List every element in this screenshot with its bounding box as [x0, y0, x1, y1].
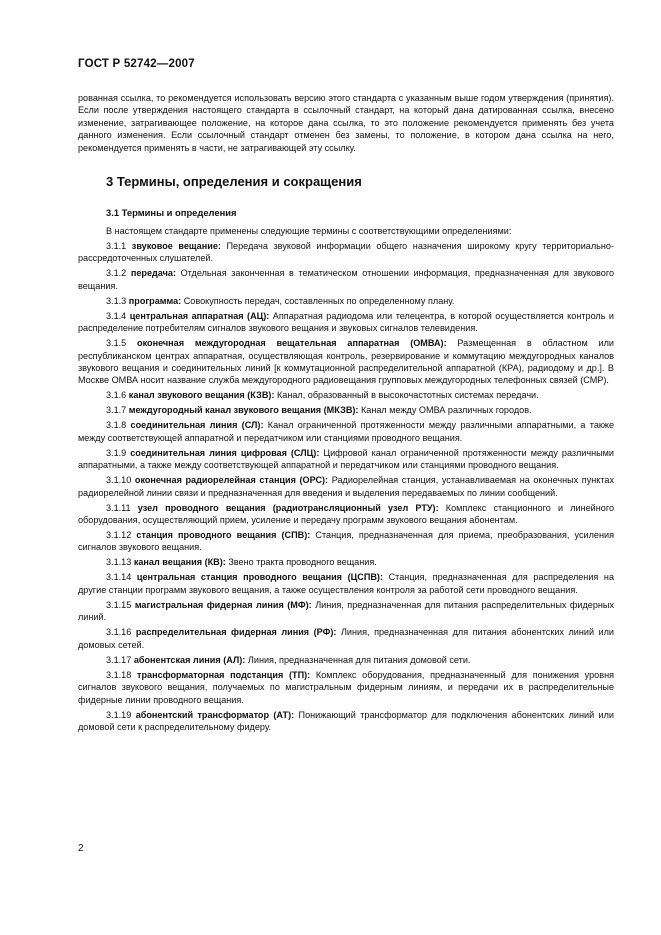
term-number: 3.1.17: [106, 654, 132, 665]
term-entry: [78, 654, 614, 666]
term-number: 3.1.19: [106, 709, 132, 720]
term-name: распределительная фидерная линия (РФ):: [135, 627, 337, 638]
lead-paragraph: В настоящем стандарте применены следующие термины с соответствующими определениями:: [106, 226, 512, 236]
term-definition: Комплекс станционного и линейного оборудования, осуществляющий прием, усиление и передачу программ звукового вещания абонентам.: [78, 502, 614, 526]
term-definition: Линия, предназначенная для питания домовой сети.: [247, 654, 471, 665]
term-name: оконечная междугородная вещательная аппаратная (ОМВА):: [137, 338, 447, 349]
term-number: 3.1.16: [106, 627, 132, 638]
section-title: 3 Термины, определения и сокращения: [106, 174, 362, 189]
term-number: 3.1.8: [106, 420, 127, 431]
term-name: программа:: [128, 295, 182, 306]
term-name: канал звукового вещания (КЗВ):: [128, 390, 275, 401]
term-entry: [78, 709, 614, 734]
term-definition: Размещенная в областном или республиканском центрах аппаратная, осуществляющая контроль, резервирование и коммутацию междугородных каналов звукового вещания и соединительных линий [к коммутационной распределительной аппаратной (КРА), радиодому и др.]. В Москве ОМВА носит название служба междугородного радиовещания групповых междугородных телефонных связей (СМР).: [78, 338, 615, 386]
term-number: 3.1.2: [106, 268, 127, 279]
term-number: 3.1.1: [106, 241, 127, 251]
term-entry: [78, 529, 614, 554]
term-definition: Понижающий трансформатор для подключения абонентских линий или домовой сети к распределительному фидеру.: [78, 709, 614, 732]
term-entry: [78, 571, 614, 596]
term-name: передача:: [130, 268, 176, 279]
term-definition: Совокупность передач, составленных по определенному плану.: [183, 295, 455, 306]
term-definition: Станция, предназначенная для приема, преобразования, усиления сигналов звукового вещания.: [78, 530, 614, 553]
term-name: магистральная фидерная линия (МФ):: [134, 599, 312, 610]
term-number: 3.1.3: [106, 295, 127, 306]
term-entry: [78, 626, 614, 651]
term-entry: [78, 669, 614, 706]
intro-paragraph: рованная ссылка, то рекомендуется использовать версию этого стандарта с указанным выше годом утверждения (принятия). Если после утверждения настоящего стандарта в ссылочный стандарт, на который дана датированная ссылка, внесено изменение, затрагивающее положение, на которое дана ссылка, то это положение рекомендуется применять без учета данного изменения. Если ссылочный стандарт отменен без замены, то положение, в котором дана ссылка на него, рекомендуется применять в части, не затрагивающей эту ссылку.: [78, 93, 614, 153]
term-definition: Передача звуковой информации общего назначения широкому кругу территориально-рассредоточенных слушателей.: [78, 241, 614, 264]
term-number: 3.1.7: [106, 405, 127, 416]
term-definition: Линия, предназначенная для питания распределительных фидерных линий.: [78, 599, 615, 623]
term-definition: Канал, образованный в высокочастотных системах передачи.: [276, 390, 539, 401]
term-entry: [78, 474, 614, 499]
term-name: канал вещания (КВ):: [133, 557, 226, 568]
term-number: 3.1.4: [106, 310, 127, 321]
term-entry: [78, 419, 614, 444]
term-definition: Звено тракта проводного вещания.: [228, 557, 377, 568]
term-entry: [78, 389, 614, 401]
term-name: станция проводного вещания (СПВ):: [136, 530, 311, 541]
page-number: 2: [78, 843, 84, 854]
term-definition: Канал между ОМВА различных городов.: [360, 405, 532, 416]
term-name: соединительная линия (СЛ):: [130, 420, 264, 431]
term-name: междугородный канал звукового вещания (МКЗВ):: [128, 405, 359, 416]
term-definition: Аппаратная радиодома или телецентра, в которой осуществляется контроль и распределение потребителям сигналов звукового вещания и звуковых сигналов телевидения.: [78, 310, 614, 334]
term-entry: [78, 337, 614, 387]
terms-list: [78, 240, 614, 733]
term-number: 3.1.13: [106, 557, 132, 568]
term-number: 3.1.5: [106, 338, 127, 349]
term-definition: Канал ограниченной протяженности между различными аппаратными, а также между соответствующей аппаратной и передатчиком или станциями проводного вещания.: [78, 420, 615, 443]
terms-body: [78, 225, 614, 736]
term-definition: Линия, предназначенная для питания абонентских линий или домовых сетей.: [78, 627, 615, 650]
term-name: соединительная линия цифровая (СЛЦ):: [130, 447, 320, 458]
term-name: узел проводного вещания (радиотрансляционный узел РТУ):: [137, 502, 439, 513]
term-entry: [78, 556, 614, 568]
term-entry: [78, 240, 614, 265]
term-name: оконечная радиорелейная станция (ОРС):: [134, 475, 329, 486]
term-number: 3.1.10: [106, 475, 132, 486]
term-entry: [78, 447, 614, 472]
term-definition: Комплекс оборудования, предназначенный для понижения уровня сигналов звукового вещания, получаемых по магистральным фидерным линиям, и передачи их в распределительные фидерные линии проводного вещания.: [78, 669, 615, 705]
term-name: абонентская линия (АЛ):: [133, 654, 246, 665]
term-entry: [78, 295, 614, 307]
subsection-title: 3.1 Термины и определения: [106, 207, 237, 218]
term-definition: Отдельная законченная в тематическом отношении информация, предназначенная для звукового вещания.: [78, 268, 615, 291]
term-name: звуковое вещание:: [131, 241, 221, 251]
term-name: трансформаторная подстанция (ТП):: [137, 669, 311, 680]
term-entry: [78, 404, 614, 416]
term-definition: Станция, предназначенная для распределения на другие станции программ звукового вещания, а также осуществления контроля за работой сети проводного вещания.: [78, 572, 615, 595]
term-number: 3.1.15: [106, 599, 132, 610]
term-definition: Цифровой канал ограниченной протяженности между различными аппаратными, а также между соответствующей аппаратной и передатчиком или станциями проводного вещания.: [78, 447, 614, 471]
term-number: 3.1.9: [106, 447, 127, 458]
term-name: центральная станция проводного вещания (ЦСПВ):: [136, 572, 383, 583]
term-number: 3.1.14: [106, 572, 132, 583]
term-definition: Радиорелейная станция, устанавливаемая на оконечных пунктах радиорелейной линии связи и предназначенная для введения и выделения передаваемых по линии сообщений.: [78, 475, 615, 498]
document-header: ГОСТ Р 52742—2007: [78, 58, 195, 70]
term-number: 3.1.18: [106, 669, 132, 680]
term-number: 3.1.11: [106, 502, 131, 513]
term-name: абонентский трансформатор (АТ):: [135, 709, 295, 720]
term-number: 3.1.12: [106, 530, 132, 541]
term-name: центральная аппаратная (АЦ):: [129, 310, 270, 321]
term-entry: [78, 267, 614, 292]
term-entry: [78, 599, 614, 624]
term-entry: [78, 310, 614, 335]
term-number: 3.1.6: [106, 390, 127, 401]
term-entry: [78, 502, 614, 527]
